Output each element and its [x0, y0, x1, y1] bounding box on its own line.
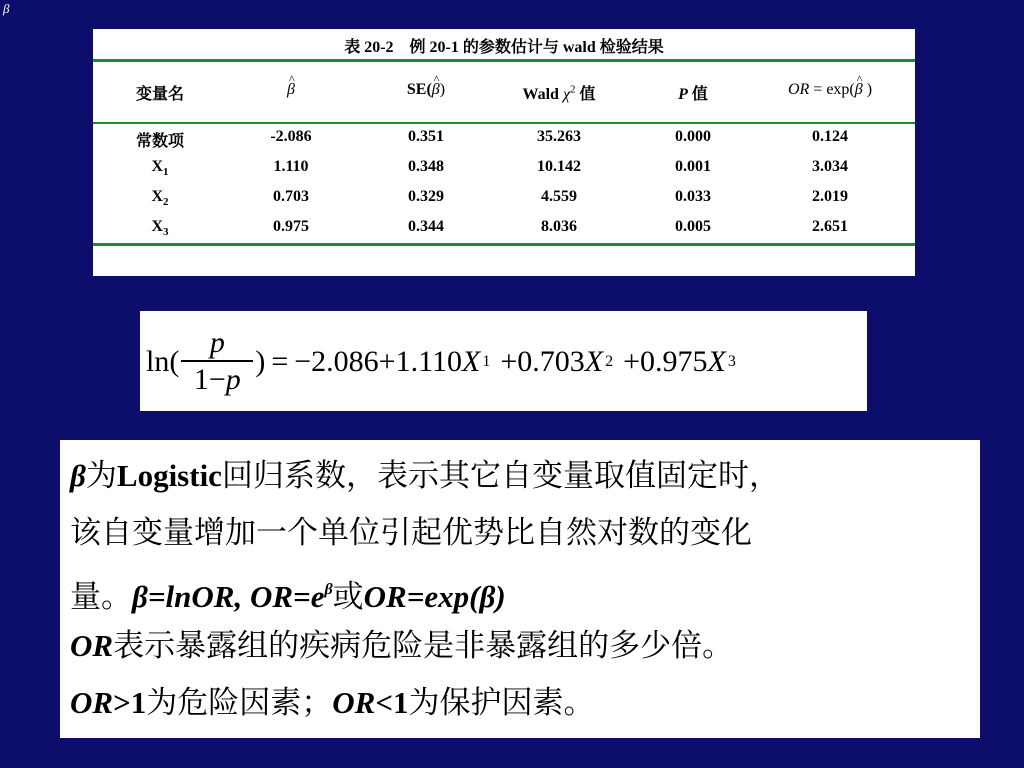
- table-caption: 表 20-2 例 20-1 的参数估计与 wald 检验结果: [344, 39, 664, 56]
- eq-coef3: 0.975: [639, 345, 708, 378]
- wald-suffix: 值: [579, 86, 596, 103]
- eq-denominator: 1−p: [193, 363, 241, 396]
- row-name: 常数项: [135, 133, 185, 150]
- eq-sub3: 3: [727, 353, 736, 370]
- row-se: 0.329: [408, 188, 444, 205]
- p-suffix: 值: [687, 86, 708, 103]
- explanation-line-2: 该自变量增加一个单位引起优势比自然对数的变化: [70, 515, 752, 550]
- row-name: $X_2$: [151, 188, 169, 209]
- eq-ln-close: ): [255, 345, 266, 378]
- row-wald: 4.559: [541, 188, 577, 205]
- eq-plus: +: [623, 345, 640, 378]
- row-wald: 35.263: [537, 128, 581, 145]
- row-beta: 0.703: [273, 188, 309, 205]
- eq-coef1: 1.110: [395, 345, 462, 378]
- row-or: 3.034: [812, 158, 848, 175]
- row-p: 0.005: [675, 218, 711, 235]
- regression-equation-panel: [140, 311, 867, 411]
- eq-numerator: p: [209, 326, 225, 359]
- row-or: 2.019: [812, 188, 848, 205]
- header-or: [788, 81, 872, 99]
- header-wald: [522, 81, 595, 104]
- row-or: 2.651: [812, 218, 848, 235]
- table-rule-bottom: [93, 243, 915, 246]
- se-beta-symbol: ^ β: [432, 81, 440, 99]
- or-suffix: ): [862, 81, 873, 98]
- p-label: P: [678, 86, 688, 103]
- header-var-name: 变量名: [135, 86, 185, 103]
- corner-beta-symbol: β: [3, 1, 10, 16]
- row-name: $X_3$: [151, 218, 169, 239]
- eq-sub1: 1: [482, 353, 491, 370]
- table-rule-header: [93, 122, 915, 124]
- or-beta-symbol: ^ β: [855, 81, 863, 99]
- eq-plus: +: [500, 345, 518, 378]
- eq-coef2: 0.703: [517, 345, 585, 378]
- explanation-panel: [60, 440, 980, 738]
- row-se: 0.348: [408, 158, 444, 175]
- explanation-line-4: OR表示暴露组的疾病危险是非暴露组的多少倍。: [70, 628, 734, 663]
- or-label: OR: [787, 81, 810, 98]
- eq-ln-open: ln(: [146, 345, 180, 378]
- row-p: 0.000: [675, 128, 711, 145]
- row-beta: 1.110: [273, 158, 309, 175]
- eq-fraction: [181, 326, 253, 398]
- row-wald: 8.036: [541, 218, 577, 235]
- table-rule-top: [93, 59, 915, 62]
- row-se: 0.351: [408, 128, 444, 145]
- eq-var-x3: X: [707, 345, 726, 378]
- explanation-line-3: 量。β=lnOR, $OR=e^\beta$或OR=exp(β): [70, 579, 506, 614]
- wald-label: Wald: [522, 86, 559, 103]
- eq-var-x2: X: [584, 345, 604, 378]
- header-se: [407, 81, 445, 99]
- or-mid: = exp(: [809, 81, 855, 98]
- row-or: 0.124: [812, 128, 848, 145]
- parameter-table-panel: [93, 29, 915, 276]
- header-beta: [287, 81, 295, 99]
- explanation-line-1: β为Logistic回归系数，表示其它自变量取值固定时，: [70, 458, 780, 493]
- eq-equals: =: [271, 345, 289, 378]
- chi-symbol: χ: [562, 86, 570, 103]
- eq-plus: +: [378, 345, 396, 378]
- row-beta: 0.975: [273, 218, 309, 235]
- eq-sub2: 2: [605, 353, 614, 370]
- row-wald: 10.142: [537, 158, 581, 175]
- chi-sup: 2: [570, 83, 576, 96]
- row-p: 0.033: [675, 188, 711, 205]
- row-se: 0.344: [408, 218, 444, 235]
- beta-hat-symbol: ^ β: [287, 81, 295, 99]
- se-suffix: ): [439, 81, 446, 98]
- regression-equation: [146, 325, 746, 399]
- row-p: 0.001: [675, 158, 711, 175]
- row-beta: -2.086: [270, 128, 312, 145]
- header-p-value: [678, 81, 708, 104]
- eq-constant: −2.086: [294, 345, 379, 378]
- explanation-line-5: OR>1为危险因素；OR<1为保护因素。: [70, 685, 595, 720]
- se-prefix: SE(: [406, 81, 432, 98]
- row-name: $X_1$: [151, 158, 169, 179]
- eq-var-x1: X: [461, 345, 481, 378]
